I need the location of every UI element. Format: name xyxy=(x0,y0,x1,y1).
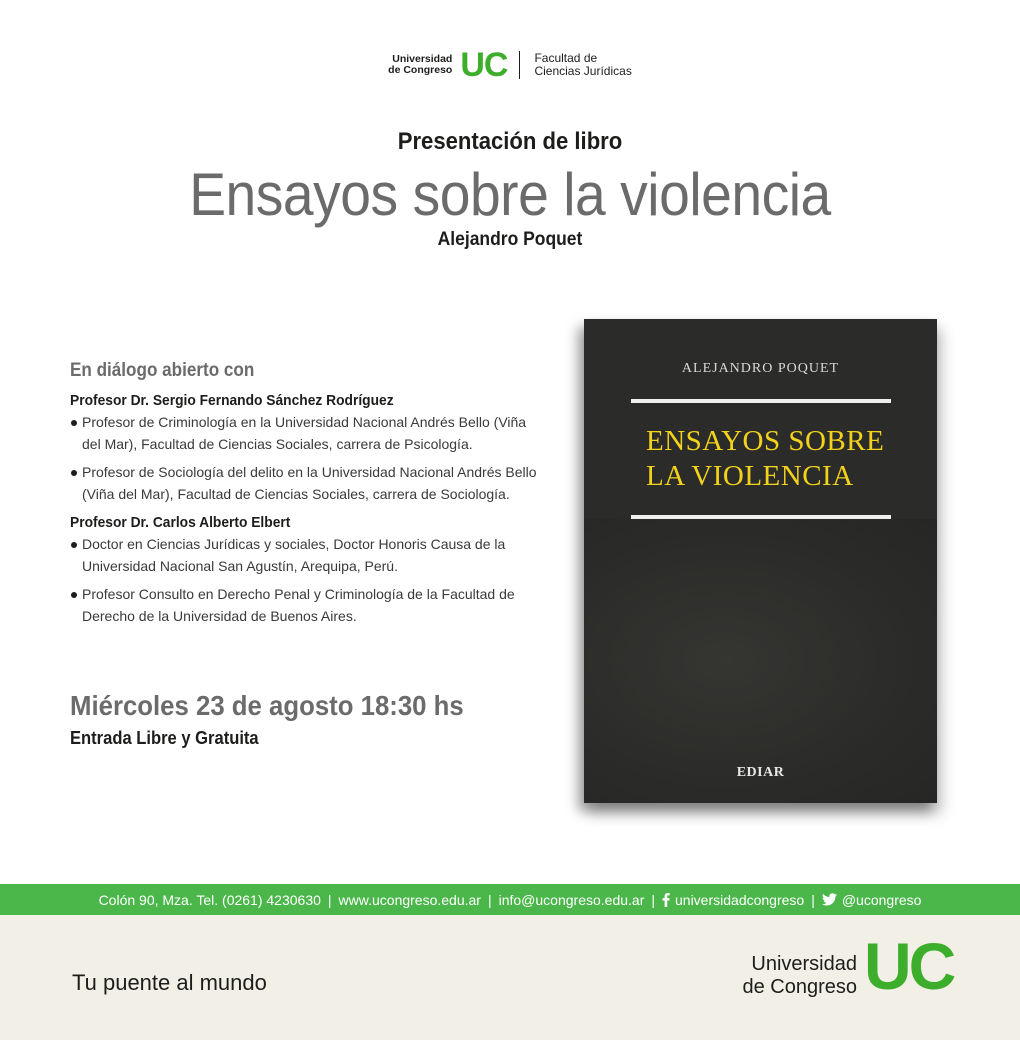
contact-separator: | xyxy=(487,891,492,908)
contact-bar xyxy=(0,884,1020,915)
book-cover-publisher: EDIAR xyxy=(736,765,785,780)
footer-university-line2: de Congreso xyxy=(742,976,857,998)
header-university-line2: de Congreso xyxy=(388,64,453,76)
event-entry-note: Entrada Libre y Gratuita xyxy=(70,728,259,748)
facebook-icon xyxy=(662,893,670,907)
contact-separator: | xyxy=(811,891,815,908)
footer-uc-logo: UC xyxy=(864,929,954,1003)
header-university-name xyxy=(388,54,452,76)
contact-facebook-link[interactable]: universidadcongreso xyxy=(675,891,805,908)
event-author: Alejandro Poquet xyxy=(437,229,583,250)
footer-university-name xyxy=(720,953,857,999)
contact-address: Colón 90, Mza. Tel. (0261) 4230630 xyxy=(98,891,321,908)
header-faculty-name xyxy=(534,52,631,78)
dialog-section xyxy=(70,360,540,636)
professor-bullet: Doctor en Ciencias Jurídicas y sociales, Doctor Honoris Causa de la Universidad Nacional San Agustín, Arequipa, Perú. xyxy=(70,534,540,577)
event-title: Ensayos sobre la violencia xyxy=(189,161,831,228)
book-cover-artwork xyxy=(584,519,937,803)
header-uc-mark: UC xyxy=(460,46,508,84)
professor-name: Profesor Dr. Carlos Alberto Elbert xyxy=(70,514,291,531)
twitter-icon xyxy=(822,893,837,906)
contact-twitter-link[interactable]: @ucongreso xyxy=(841,891,922,908)
header-faculty-line1: Facultad de xyxy=(534,51,598,65)
book-cover-author: ALEJANDRO POQUET xyxy=(681,361,840,376)
book-cover-rule-top xyxy=(631,399,891,403)
professor-bullets xyxy=(70,412,540,505)
header-logo xyxy=(0,46,1020,84)
header-faculty-line2: Ciencias Jurídicas xyxy=(534,64,632,78)
book-cover-image xyxy=(584,319,937,803)
contact-separator: | xyxy=(327,891,332,908)
professor-bullet: Profesor de Criminología en la Universidad Nacional Andrés Bello (Viña del Mar), Facultad de Ciencias Sociales, carrera de Psicología. xyxy=(70,412,540,455)
footer-university-line1: Universidad xyxy=(751,953,857,975)
event-date: Miércoles 23 de agosto 18:30 hs xyxy=(70,690,464,721)
dialog-heading: En diálogo abierto con xyxy=(70,360,255,381)
contact-website-link[interactable]: www.ucongreso.edu.ar xyxy=(338,891,481,908)
tagline: Tu puente al mundo xyxy=(72,970,267,995)
book-cover-title-line1: ENSAYOS SOBRE xyxy=(646,425,885,457)
professor-name: Profesor Dr. Sergio Fernando Sánchez Rodríguez xyxy=(70,392,394,409)
professor-bullet: Profesor Consulto en Derecho Penal y Criminología de la Facultad de Derecho de la Universidad de Buenos Aires. xyxy=(70,584,540,627)
header-university-line1: Universidad xyxy=(392,53,453,65)
professor-bullets xyxy=(70,534,540,627)
header-divider xyxy=(519,51,520,79)
contact-separator: | xyxy=(651,891,655,908)
event-label: Presentación de libro xyxy=(397,128,623,155)
professor-bullet: Profesor de Sociología del delito en la Universidad Nacional Andrés Bello (Viña del Mar), Facultad de Ciencias Sociales, carrera de Sociología. xyxy=(70,462,540,505)
book-cover-title-line2: LA VIOLENCIA xyxy=(646,460,854,492)
bottom-band xyxy=(0,915,1020,1040)
contact-email-link[interactable]: info@ucongreso.edu.ar xyxy=(498,891,645,908)
book-cover-rule-bottom xyxy=(631,515,891,519)
